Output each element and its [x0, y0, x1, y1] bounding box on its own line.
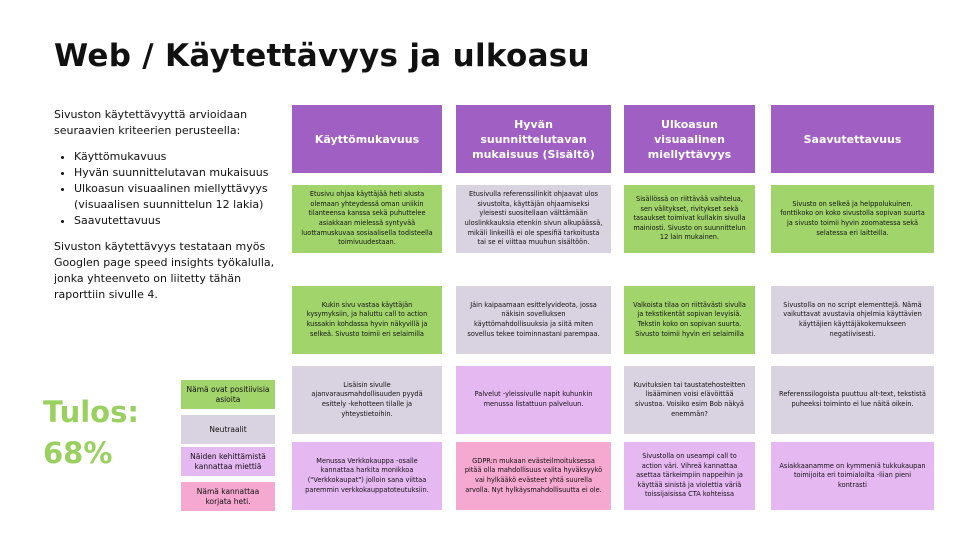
legend-fix: Nämä kannattaa korjata heti.: [181, 482, 275, 511]
column-header-kayttomukavuus: Käyttömukavuus: [292, 105, 442, 173]
legend-neutral: Neutraalit: [181, 415, 275, 444]
criteria-item: • Ulkoasun visuaalinen miellyttävyys (visuaalisen suunnittelun 12 lakia): [74, 181, 276, 213]
intro-note: Sivuston käytettävyys testataan myös Googlen page speed insights työkalulla, jonka yhteenveto on liitetty tähän raporttiin sivulle 4.: [54, 240, 275, 301]
criteria-item: • Saavutettavuus: [74, 213, 276, 229]
grid-cell: Kukin sivu vastaa käyttäjän kysymyksiin, ja haluttu call to action kussakin kohdassa hyvin näkyvillä ja selkeä. Sivusto toimii eri selaimilla: [292, 286, 442, 354]
grid-cell: Palvelut -yleissivulle napit kuhunkin menussa listattuun palveluun.: [456, 366, 611, 434]
legend-improve: Näiden kehittämistä kannattaa miettiä: [181, 447, 275, 476]
page-title: Web / Käytettävyys ja ulkoasu: [54, 38, 590, 74]
grid-cell: Sisällössä on riittävää vaihtelua, sen välitykset, rivitykset sekä tasaukset toimivat kullakin sivulla mainiosti. Sivusto on suunnittelun 12 lain mukainen.: [624, 185, 755, 253]
column-header-sisalto: Hyvän suunnittelutavan mukaisuus (Sisältö): [456, 105, 611, 173]
grid-cell: Menussa Verkkokauppa -osalle kannattaa harkita monikkoa ("Verkkokaupat") jolloin sana viittaa paremmin verkkokauppatoteutuksiin.: [292, 442, 442, 510]
intro-paragraph: Sivuston käytettävyyttä arvioidaan seuraavien kriteerien perusteella:: [54, 108, 248, 137]
grid-cell: Jäin kaipaamaan esittelyvideota, jossa näkisin sovelluksen käyttömahdollisuuksia ja siitä miten sovellus tekee toiminnastani parempaa.: [456, 286, 611, 354]
grid-cell: Referenssilogoista puuttuu alt-text, tekstistä puheeksi toiminto ei lue näitä oikein.: [771, 366, 934, 434]
result-label: Tulos:: [43, 395, 139, 429]
column-header-saavutettavuus: Saavutettavuus: [771, 105, 934, 173]
grid-cell: Etusivulla referenssilinkit ohjaavat ulos sivustolta, käyttäjän ohjaamiseksi yleisesti suositellaan välttämään uloslinkkauksia etenkin sivun alkupäässä, mikäli linkeillä ei ole spesifiä tarkoitusta tai se ei viittaa muuhun sisältöön.: [456, 185, 611, 253]
legend-positive: Nämä ovat positiivisia asioita: [181, 380, 275, 409]
grid-cell: GDPR:n mukaan evästeilmoituksessa pitää olla mahdollisuus valita hyväksyykö vai hylkääkö evästeet yhtä suurella arvolla. Nyt hylkäysmahdollisuutta ei ole.: [456, 442, 611, 510]
grid-cell: Sivustolla on useampi call to action väri. Vihreä kannattaa asettaa tärkeimpiin nappeihin ja käyttää sinistä ja violettia väriä toissijaisissa CTA kohteissa: [624, 442, 755, 510]
grid-cell: Lisäisin sivulle ajanvarausmahdollisuuden pyydä esittely -kehotteen tilalle ja yhteystietoihin.: [292, 366, 442, 434]
intro-text: [54, 107, 276, 303]
column-header-ulkoasu: Ulkoasun visuaalinen miellyttävyys: [624, 105, 755, 173]
grid-cell: Asiakkaanamme on kymmeniä tukkukaupan toimijoita eri toimialoilta -liian pieni kontrasti: [771, 442, 934, 510]
grid-cell: Valkoista tilaa on riittävästi sivulla ja tekstikentät sopivan levyisiä. Tekstin koko on sopivan suurta. Sivusto toimii hyvin eri selaimilla: [624, 286, 755, 354]
criteria-item: • Hyvän suunnittelutavan mukaisuus: [74, 165, 276, 181]
grid-cell: Kuvituksien tai taustatehosteitten lisääminen voisi elävöittää sivustoa. Voisiko esim Bob näkyä enemmän?: [624, 366, 755, 434]
grid-cell: Sivustolla on no script elementtejä. Nämä vaikuttavat avustavia ohjelmia käyttävien käyttäjien käyttäjäkokemukseen negatiivisesti.: [771, 286, 934, 354]
grid-cell: Etusivu ohjaa käyttäjää heti alusta olemaan yhteydessä oman uniikin tilanteensa kanssa sekä puhuttelee asiakkaan mielessä syntyvää luottamuskuvaa sosiaalisella todisteella toimivuudestaan.: [292, 185, 442, 253]
grid-cell: Sivusto on selkeä ja helppolukuinen. fonttikoko on koko sivustolla sopivan suurta ja sivusto toimii hyvin zoomatessa sekä selatessa eri laitteilla.: [771, 185, 934, 253]
criteria-item: • Käyttömukavuus: [74, 149, 276, 165]
criteria-list: [54, 149, 276, 229]
result-value: 68%: [43, 436, 113, 470]
